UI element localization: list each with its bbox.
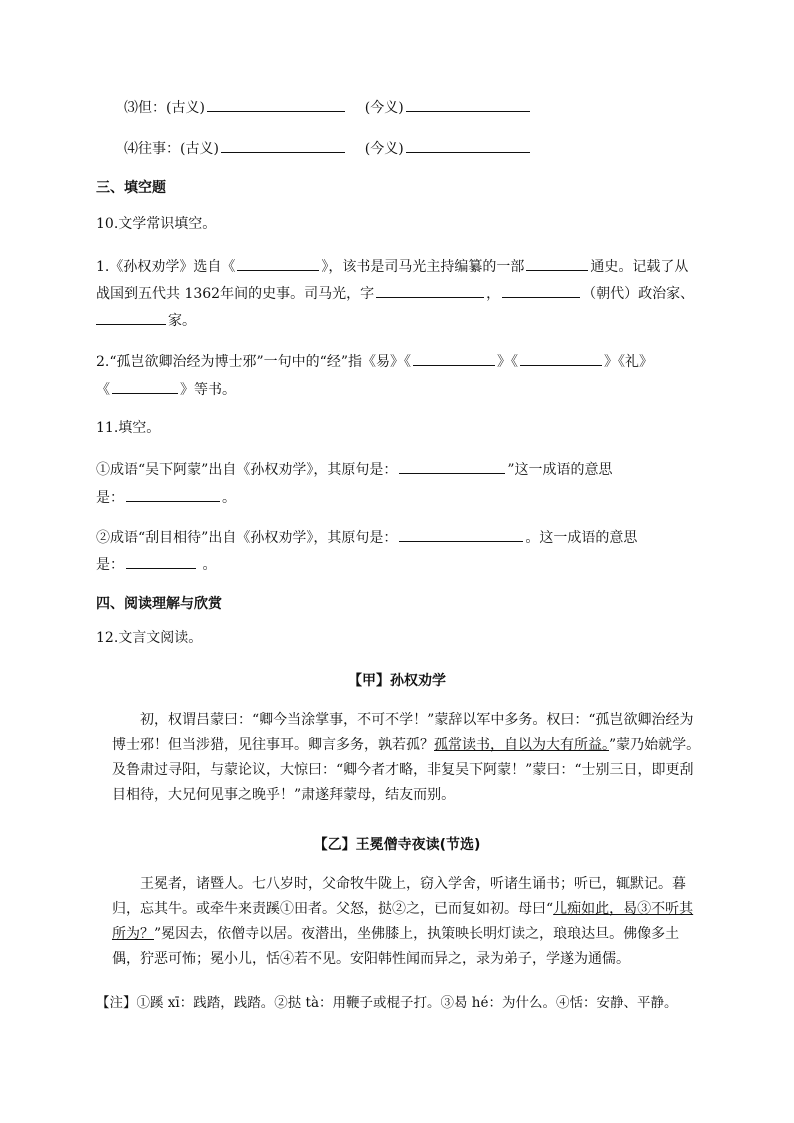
q9-item4-label: ⑷往事：(古义) <box>124 141 219 157</box>
q10-dynasty-blank[interactable] <box>502 282 580 298</box>
q11-a-line1 <box>96 458 613 480</box>
footnote: 【注】①蹊 xī：践踏，践踏。②挞 tà：用鞭子或棍子打。③曷 hé：为什么。④恬：安静、平静。 <box>96 995 678 1011</box>
passage-jia-text1: 初，权谓吕蒙曰：“卿今当涂掌事，不可不学！”蒙辞以军中多务。权曰：“孤岂欲卿治经为博士邪！但当涉猎，见往事耳。卿言多务，孰若孤？ <box>112 712 694 753</box>
q11-a-meaning-blank[interactable] <box>126 486 220 502</box>
q10-l5-text-b: 》等书。 <box>180 382 236 398</box>
q10-title: 10.文学常识填空。 <box>96 216 217 232</box>
section3-title: 三、填空题 <box>96 180 166 196</box>
q11-b-text2: 。这一成语的意思 <box>525 530 638 546</box>
q11-a-sentence-blank[interactable] <box>399 458 505 474</box>
q11-title: 11.填空。 <box>96 420 161 436</box>
q9-item3 <box>124 96 532 118</box>
q10-history-type-blank[interactable] <box>526 255 588 271</box>
q10-jing5-blank[interactable] <box>112 378 178 394</box>
q10-l5-text-a: 《 <box>96 382 110 398</box>
q11-b-line1 <box>96 526 637 548</box>
passage-yi <box>112 872 702 972</box>
q9-item3-jin-blank[interactable] <box>406 96 530 112</box>
q10-line1 <box>96 255 688 277</box>
q10-l4-text-c: 》《礼》 <box>604 354 653 370</box>
q10-l1-text-b: 》，该书是司马光主持编纂的一部 <box>321 259 525 275</box>
q9-item3-label: ⑶但：(古义) <box>124 100 205 116</box>
q9-item4-jin-label: (今义) <box>364 141 404 157</box>
q11-b-text1: ②成语“刮目相待”出自《孙权劝学》，其原句是： <box>96 530 398 546</box>
passage-jia-underlined: 孤常读书，自以为大有所益。 <box>434 737 609 753</box>
q11-a-text2: ”这一成语的意思 <box>507 462 613 478</box>
q11-b-line2 <box>96 553 216 575</box>
q9-item4-gu-blank[interactable] <box>221 137 345 153</box>
q11-b-sentence-blank[interactable] <box>399 526 523 542</box>
passage-yi-title: 【乙】王冕僧寺夜读(节选) <box>313 837 481 853</box>
section4-title: 四、阅读理解与欣赏 <box>96 596 222 612</box>
q10-jing2-blank[interactable] <box>413 350 495 366</box>
q12-title: 12.文言文阅读。 <box>96 630 203 646</box>
passage-yi-text2: ”冕因去，依僧寺以居。夜潜出，坐佛膝上，执策映长明灯读之，琅琅达旦。佛像多土偶，狞恶可怖；冕小儿，恬④若不见。安阳韩性闻而异之，录为弟子，学遂为通儒。 <box>112 926 680 967</box>
passage-yi-text1: 王冕者，诸暨人。七八岁时，父命牧牛陇上，窃入学舍，听诸生诵书；听已，辄默记。暮归，忘其牛。或牵牛来责蹊①田者。父怒，挞②之，已而复如初。母曰“ <box>112 876 686 917</box>
q11-b-meaning-blank[interactable] <box>126 553 196 569</box>
q10-line2 <box>96 282 694 304</box>
passage-jia-title: 【甲】孙权劝学 <box>348 673 446 689</box>
q9-item3-gu-blank[interactable] <box>207 96 345 112</box>
passage-jia <box>112 708 702 808</box>
q10-l3-text: 家。 <box>168 313 196 329</box>
q10-l1-text-a: 1.《孙权劝学》选自《 <box>96 259 236 275</box>
q10-l2-text-a: 战国到五代共 1362年间的史事。司马光，字 <box>96 286 375 302</box>
q10-line3 <box>96 309 196 331</box>
q10-jing3-blank[interactable] <box>520 350 602 366</box>
q10-l4-text-b: 》《 <box>497 354 518 370</box>
q11-a-text4: 。 <box>222 490 236 506</box>
q10-l2-text-b: ， <box>486 286 501 302</box>
q10-line4 <box>96 350 653 372</box>
q10-zi-blank[interactable] <box>376 282 484 298</box>
passage-yi-underlined: 儿痴如此，曷③不听其所为？ <box>112 901 694 942</box>
q10-line5 <box>96 378 236 400</box>
q9-item3-jin-label: (今义) <box>364 100 404 116</box>
q10-role-blank[interactable] <box>96 309 166 325</box>
q11-b-text3: 是： <box>96 557 124 573</box>
passage-jia-text2: ”蒙乃始就学。及鲁肃过寻阳，与蒙论议，大惊曰：“卿今者才略，非复吴下阿蒙！”蒙曰：“士别三日，即更刮目相待，大兄何见事之晚乎！”肃遂拜蒙母，结友而别。 <box>112 737 701 803</box>
q10-l4-text-a: 2.“孤岂欲卿治经为博士邪”一句中的“经”指《易》《 <box>96 354 411 370</box>
q9-item4-jin-blank[interactable] <box>406 137 530 153</box>
q11-a-text1: ①成语“吴下阿蒙”出自《孙权劝学》，其原句是： <box>96 462 398 478</box>
q11-a-text3: 是： <box>96 490 124 506</box>
q10-l1-text-c: 通史。记载了从 <box>590 259 689 275</box>
q10-book-blank[interactable] <box>237 255 319 271</box>
q9-item4 <box>124 137 532 159</box>
q10-l2-text-c: （朝代）政治家、 <box>582 286 695 302</box>
q11-a-line2 <box>96 486 236 508</box>
q11-b-text4: 。 <box>198 557 217 573</box>
